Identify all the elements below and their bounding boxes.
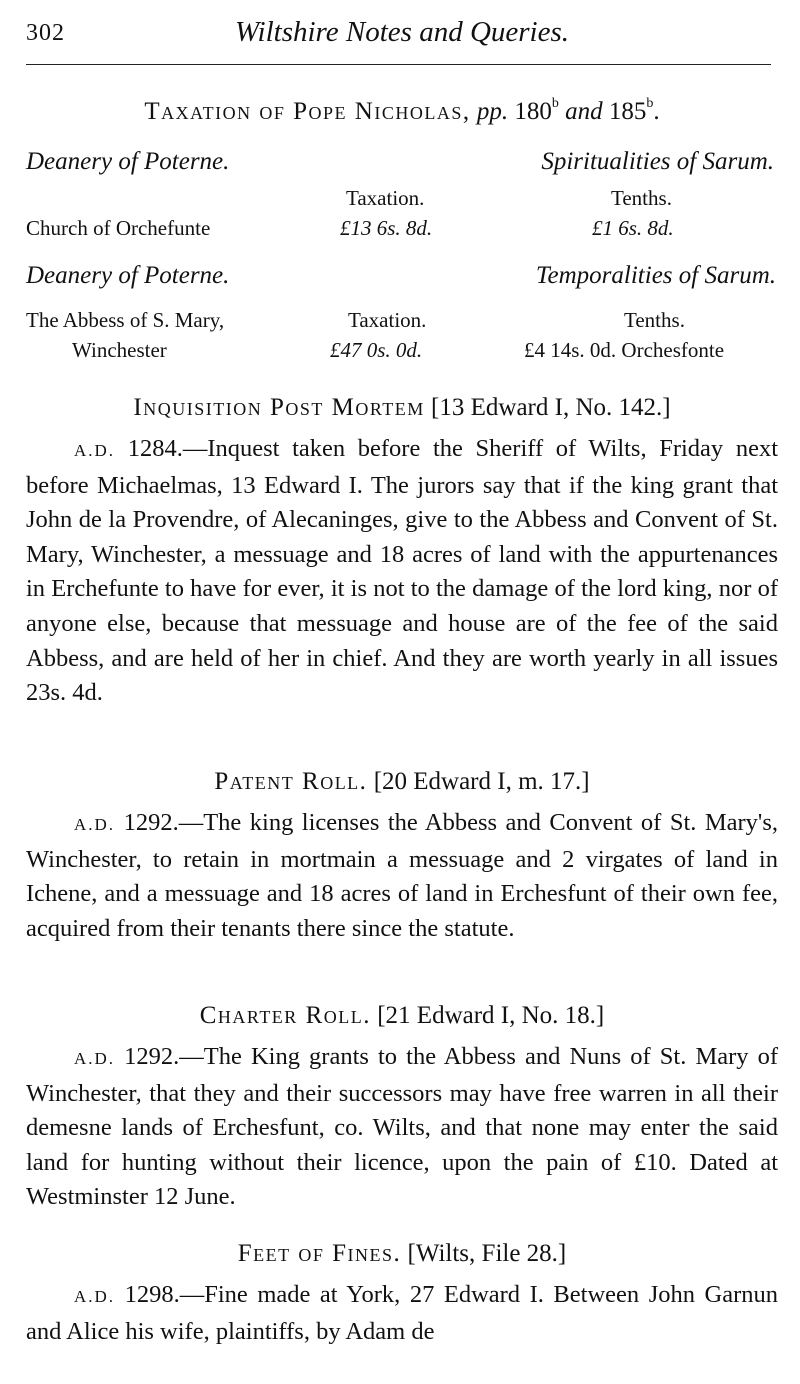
taxation-block1-columns bbox=[26, 186, 778, 218]
item-name-line2: Winchester bbox=[72, 338, 167, 362]
taxation-value: £47 0s. 0d. bbox=[330, 338, 423, 362]
header-rule bbox=[26, 64, 771, 65]
running-head bbox=[26, 14, 778, 50]
section-label: Spiritualities of Sarum. bbox=[541, 148, 774, 175]
taxation-block2-row1 bbox=[26, 308, 778, 340]
page-number: 302 bbox=[26, 20, 65, 46]
tenths-value: £1 6s. 8d. bbox=[592, 216, 674, 240]
patent-roll-heading: Patent Roll. [20 Edward I, m. 17.] bbox=[214, 768, 590, 795]
feet-of-fines-paragraph: A.D. 1298.—Fine made at York, 27 Edward I. Between John Garnun and Alice his wife, plaintiffs, by Adam de bbox=[26, 1281, 779, 1345]
taxation-block1-row bbox=[26, 216, 778, 248]
taxation-heading: Taxation of Pope Nicholas, pp. 180$^b$ and 185$^b$. bbox=[144, 96, 660, 125]
feet-of-fines-heading: Feet of Fines. [Wilts, File 28.] bbox=[237, 1240, 567, 1267]
patent-roll-paragraph: A.D. 1292.—The king licenses the Abbess and Convent of St. Mary's, Winchester, to retain in mortmain a messuage and 2 virgates of land in Ichene, and a messuage and 18 acres of land in Erchesfunt of their own fee, acquired from their tenants there since the statute. bbox=[26, 809, 779, 942]
tenths-value: £4 14s. 0d. Orchesfonte bbox=[524, 338, 725, 362]
charter-roll-paragraph: A.D. 1292.—The King grants to the Abbess and Nuns of St. Mary of Winchester, that they and their successors may have free warren in all their demesne lands of Erchesfunt, co. Wilts, and that none may enter the said land for hunting without their licence, upon the pain of £10. Dated at Westminster 12 June. bbox=[26, 1043, 779, 1211]
deanery-label: Deanery of Poterne. bbox=[26, 262, 230, 289]
column-taxation: Taxation. bbox=[346, 186, 425, 210]
column-tenths: Tenths. bbox=[611, 186, 672, 210]
column-tenths: Tenths. bbox=[624, 308, 685, 332]
taxation-block1-header bbox=[26, 148, 778, 180]
inquisition-paragraph: A.D. 1284.—Inquest taken before the Sheriff of Wilts, Friday next before Michaelmas, 13 Edward I. The jurors say that if the king grant that John de la Provendre, of Alecaninges, give to the Abbess and Convent of St. Mary, Winchester, a messuage and 18 acres of land with the appurtenances in Erchefunte to have for ever, it is not to the damage of the lord king, nor of anyone else, because that messuage and house are of the fee of the said Abbess, and are held of her in chief. And they are worth yearly in all issues 23s. 4d. bbox=[26, 435, 779, 707]
book-page bbox=[26, 0, 778, 1384]
taxation-block2-header bbox=[26, 262, 778, 294]
inquisition-heading: Inquisition Post Mortem [13 Edward I, No. 142.] bbox=[133, 394, 671, 421]
journal-title: Wiltshire Notes and Queries. bbox=[234, 16, 570, 48]
column-taxation: Taxation. bbox=[348, 308, 427, 332]
taxation-block2-row2 bbox=[26, 338, 778, 370]
item-name: Church of Orchefunte bbox=[26, 216, 211, 240]
taxation-value: £13 6s. 8d. bbox=[340, 216, 433, 240]
item-name-line1: The Abbess of S. Mary, bbox=[26, 308, 225, 332]
deanery-label: Deanery of Poterne. bbox=[26, 148, 230, 175]
charter-roll-heading: Charter Roll. [21 Edward I, No. 18.] bbox=[199, 1002, 605, 1029]
section-label: Temporalities of Sarum. bbox=[535, 262, 776, 289]
